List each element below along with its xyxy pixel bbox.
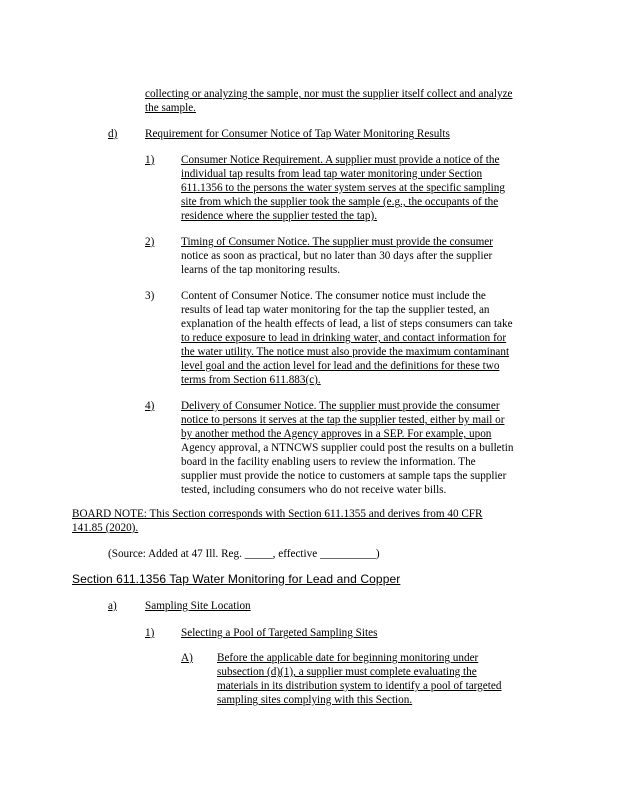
item-1-line: Consumer Notice Requirement. A supplier must provide a notice of the: [181, 154, 500, 166]
source-note: (Source: Added at 47 Ill. Reg. _____, effective __________): [108, 548, 380, 560]
item-4-line: board in the facility enabling users to review the information. The: [181, 456, 476, 468]
board-note-line: BOARD NOTE: This Section corresponds with Section 611.1355 and derives from 40 CFR: [72, 508, 483, 520]
item-3-line: Content of Consumer Notice. The consumer notice must include the: [181, 290, 486, 302]
item-3-line: results of lead tap water monitoring for the tap the supplier tested, an: [181, 304, 490, 316]
a1-marker: 1): [145, 627, 155, 639]
item-4-marker: 4): [145, 400, 155, 412]
A-line: materials in its distribution system to identify a pool of targeted: [217, 680, 502, 692]
item-3-line: terms from Section 611.883(c).: [181, 374, 321, 386]
item-3-line: explanation of the health effects of lead, a list of steps consumers can take: [181, 318, 513, 330]
item-2-marker: 2): [145, 236, 155, 248]
item-3-line: to reduce exposure to lead in drinking water, and contact information for: [181, 332, 507, 344]
A-line: sampling sites complying with this Section.: [217, 694, 413, 706]
intro-line: collecting or analyzing the sample, nor must the supplier itself collect and analyze: [145, 88, 513, 100]
item-2-line: notice as soon as practical, but no later than 30 days after the supplier: [181, 250, 493, 262]
item-2-line: learns of the tap monitoring results.: [181, 264, 341, 276]
item-4-line: by another method the Agency approves in a SEP. For example, upon: [181, 428, 492, 440]
item-4-line: Delivery of Consumer Notice. The supplier must provide the consumer: [181, 400, 500, 412]
subsection-d-heading: Requirement for Consumer Notice of Tap Water Monitoring Results: [145, 128, 450, 140]
subsection-d-marker: d): [108, 128, 118, 140]
item-4-line: notice to persons it serves at the tap the supplier tested, either by mail or: [181, 414, 505, 426]
item-4-line: supplier must provide the notice to customers at sample taps the supplier: [181, 470, 507, 482]
section-heading: Section 611.1356 Tap Water Monitoring for Lead and Copper: [72, 572, 401, 586]
A-line: Before the applicable date for beginning monitoring under: [217, 652, 479, 664]
a1-heading: Selecting a Pool of Targeted Sampling Sites: [181, 627, 378, 639]
item-1-line: individual tap results from lead tap water monitoring under Section: [181, 168, 483, 180]
item-3-marker: 3): [145, 290, 155, 302]
A-marker: A): [181, 652, 193, 664]
A-line: subsection (d)(1), a supplier must complete evaluating the: [217, 666, 477, 678]
board-note-line: 141.85 (2020).: [72, 522, 139, 534]
intro-line: the sample.: [145, 102, 196, 114]
item-4-line: Agency approval, a NTNCWS supplier could post the results on a bulletin: [181, 442, 514, 454]
item-4-line: tested, including consumers who do not receive water bills.: [181, 484, 447, 496]
item-1-line: site from which the supplier took the sample (e.g., the occupants of the: [181, 196, 499, 208]
item-1-line: 611.1356 to the persons the water system serves at the specific sampling: [181, 182, 505, 194]
item-1-line: residence where the supplier tested the tap).: [181, 210, 378, 222]
item-3-line: level goal and the action level for lead and the definitions for these two: [181, 360, 500, 372]
subsection-a-heading: Sampling Site Location: [145, 600, 251, 612]
subsection-a-marker: a): [108, 600, 117, 612]
item-2-line: Timing of Consumer Notice. The supplier must provide the consumer: [181, 236, 493, 248]
item-3-line: the water utility. The notice must also provide the maximum contaminant: [181, 346, 510, 358]
item-1-marker: 1): [145, 154, 155, 166]
